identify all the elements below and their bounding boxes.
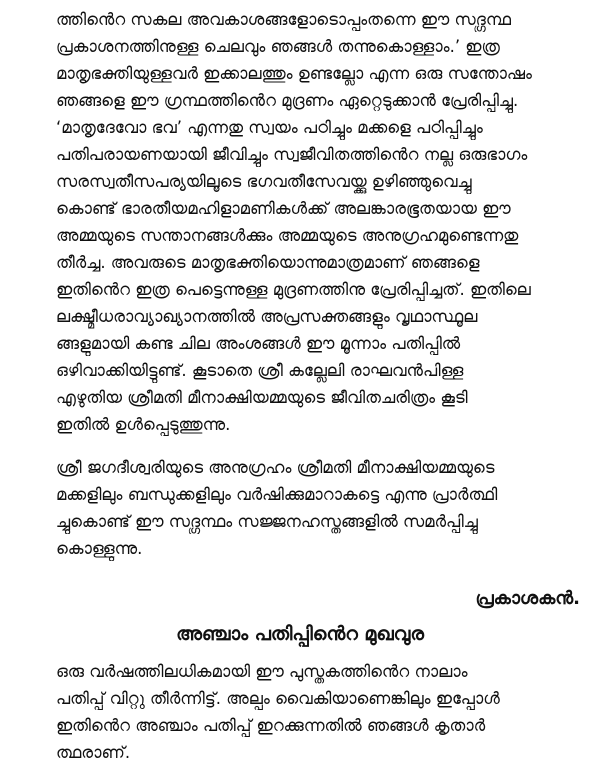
text-line: ച്ചുകൊണ്ട് ഈ സദ്ഗ്രന്ഥം സജ്ജനഹസ്തങ്ങളിൽ സമർപ്പിച്ചു	[56, 512, 478, 531]
text-line: ഇതിൻെറ അഞ്ചാം പതിപ്പ് ഇറക്കുന്നതിൽ ഞങ്ങൾ കൃതാർ	[56, 716, 486, 735]
text-line: മാതൃഭക്തിയുള്ളവർ ഇക്കാലത്തും ഉണ്ടല്ലോ എന്ന ഒരു സന്തോഷം	[56, 64, 532, 83]
text-line: ഒഴിവാക്കിയിട്ടുണ്ട്. കൂടാതെ ശ്രീ കല്ലേലി രാഘവൻപിള്ള	[56, 361, 464, 380]
text-line: ഒരു വർഷത്തിലധികമായി ഈ പുസ്തകത്തിൻെറ നാലാം	[56, 662, 468, 681]
text-line: ത്തിൻെറ സകല അവകാശങ്ങളോടൊപ്പംതന്നെ ഈ സദ്ഗ്രന്ഥ	[56, 10, 511, 29]
text-line: ലക്ഷ്മീധരാവ്യാഖ്യാനത്തിൽ അപ്രസക്തങ്ങളും വൃഥാസ്ഥൂല	[56, 307, 478, 326]
text-line: ഇതിൽ ഉൾപ്പെടുത്തുന്നു.	[56, 415, 231, 434]
text-line: ശ്രീ ജഗദീശ്വരിയുടെ അനുഗ്രഹം ശ്രീമതി മീനാക്ഷിയമ്മയുടെ	[56, 458, 495, 477]
text-line: ഇതിൻെറ ഇത്ര പെട്ടെന്നുള്ള മുദ്രണത്തിനു പ്രേരിപ്പിച്ചത്. ഇതിലെ	[56, 280, 531, 299]
text-line: ത്ഥരാണ്.	[56, 743, 131, 762]
text-line: പതിപ്പ് വിറ്റു തീർന്നിട്ട്. അല്പം വൈകിയാണെങ്കിലും ഇപ്പോൾ	[56, 689, 500, 708]
text-line: തീർച്ച. അവരുടെ മാതൃഭക്തിയൊന്നുമാത്രമാണ് ഞങ്ങളെ	[56, 253, 480, 272]
publisher-signature: പ്രകാശകൻ.	[475, 588, 580, 609]
text-line: പതിപരായണയായി ജീവിച്ചും സ്വജീവിതത്തിൻെറ നല്ല ഒരുഭാഗം	[56, 145, 528, 164]
text-line: പ്രകാശനത്തിനുള്ള ചെലവും ഞങ്ങൾ തന്നുകൊള്ളാം.’ ഇത്ര	[56, 37, 500, 56]
text-line: സരസ്വതീസപര്യയിലൂടെ ഭഗവതീസേവയ്ക്കു ഉഴിഞ്ഞുവെച്ചു	[56, 172, 472, 191]
text-line: അമ്മയുടെ സന്താനങ്ങൾക്കും അമ്മയുടെ അനുഗ്രഹമുണ്ടെന്നതു	[56, 226, 519, 245]
text-line: ങ്ങളുമായി കണ്ട ചില അംശങ്ങൾ ഈ മൂന്നാം പതിപ്പിൽ	[56, 334, 461, 353]
text-line: ‘മാതൃദേവോ ഭവ’ എന്നതു സ്വയം പഠിച്ചും മക്കളെ പഠിപ്പിച്ചും	[56, 118, 483, 137]
text-line: മക്കളിലും ബന്ധുക്കളിലും വർഷിക്കുമാറാകട്ടെ എന്നു പ്രാർത്ഥി	[56, 485, 498, 504]
text-line: കൊണ്ട് ഭാരതീയമഹിളാമണികൾക്ക് അലങ്കാരഭൂതയായ ഈ	[56, 199, 511, 218]
text-line: കൊള്ളുന്നു.	[56, 539, 143, 558]
text-line: എഴുതിയ ശ്രീമതി മീനാക്ഷിയമ്മയുടെ ജീവിതചരിത്രം കൂടി	[56, 388, 468, 407]
section-heading: അഞ്ചാം പതിപ്പിൻെറ മുഖവുര	[176, 623, 424, 645]
text-line: ഞങ്ങളെ ഈ ഗ്രന്ഥത്തിൻെറ മുദ്രണം ഏറ്റെടുക്കാൻ പ്രേരിപ്പിച്ചു.	[56, 91, 519, 110]
